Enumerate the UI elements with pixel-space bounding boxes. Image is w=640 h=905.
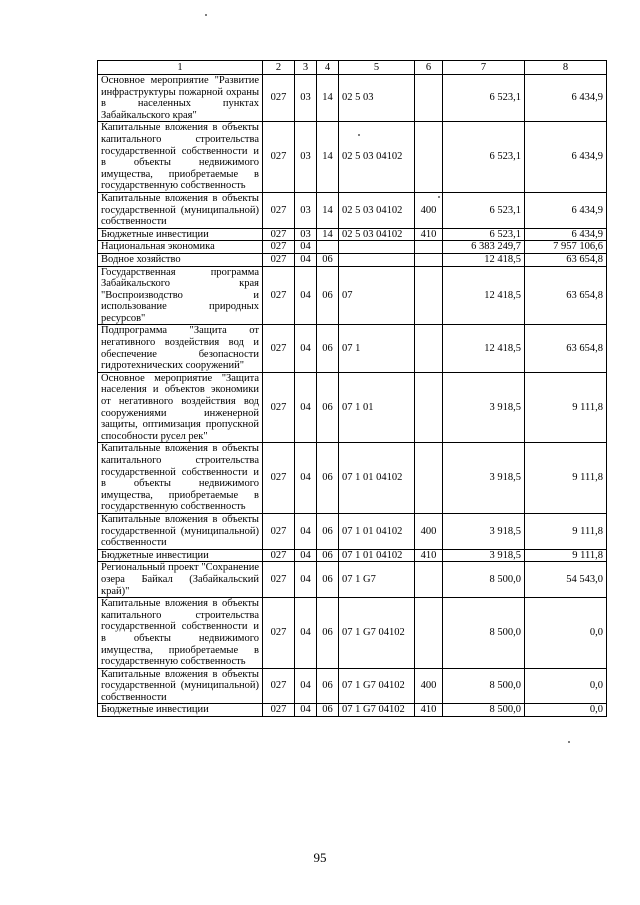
cell-target-article: 07 1 G7 04102 xyxy=(339,668,415,704)
cell-expense-type xyxy=(415,325,443,372)
cell-amount-year-1: 6 523,1 xyxy=(443,192,525,228)
table-body xyxy=(98,75,607,717)
cell-admin-code: 027 xyxy=(263,704,295,717)
cell-subsection: 14 xyxy=(317,122,339,193)
cell-subsection: 06 xyxy=(317,668,339,704)
cell-name: Подпрограмма "Защита от негативного воздействия вод и обеспечение безопасности гидротехнических сооружений" xyxy=(98,325,263,372)
table-row xyxy=(98,668,607,704)
cell-amount-year-1: 12 418,5 xyxy=(443,266,525,325)
cell-subsection: 06 xyxy=(317,562,339,598)
cell-expense-type xyxy=(415,122,443,193)
cell-name: Региональный проект "Сохранение озера Байкал (Забайкальский край)" xyxy=(98,562,263,598)
column-header: 3 xyxy=(295,61,317,75)
scan-speck xyxy=(438,196,440,198)
cell-amount-year-2: 6 434,9 xyxy=(525,228,607,241)
cell-subsection: 14 xyxy=(317,75,339,122)
cell-section: 04 xyxy=(295,668,317,704)
column-header: 2 xyxy=(263,61,295,75)
cell-section: 04 xyxy=(295,598,317,669)
cell-expense-type: 410 xyxy=(415,549,443,562)
cell-amount-year-1: 3 918,5 xyxy=(443,549,525,562)
cell-amount-year-2: 7 957 106,6 xyxy=(525,241,607,254)
cell-admin-code: 027 xyxy=(263,549,295,562)
table-row xyxy=(98,241,607,254)
cell-name: Бюджетные инвестиции xyxy=(98,549,263,562)
cell-amount-year-2: 63 654,8 xyxy=(525,253,607,266)
cell-expense-type xyxy=(415,241,443,254)
cell-subsection: 14 xyxy=(317,228,339,241)
cell-target-article: 02 5 03 04102 xyxy=(339,122,415,193)
cell-expense-type xyxy=(415,253,443,266)
cell-target-article: 07 1 01 04102 xyxy=(339,443,415,514)
cell-amount-year-1: 12 418,5 xyxy=(443,325,525,372)
cell-subsection: 06 xyxy=(317,266,339,325)
cell-target-article: 07 1 xyxy=(339,325,415,372)
cell-subsection: 06 xyxy=(317,704,339,717)
cell-amount-year-1: 6 383 249,7 xyxy=(443,241,525,254)
cell-admin-code: 027 xyxy=(263,228,295,241)
table-row xyxy=(98,704,607,717)
column-header: 8 xyxy=(525,61,607,75)
cell-admin-code: 027 xyxy=(263,75,295,122)
cell-name: Основное мероприятие "Развитие инфраструктуры пожарной охраны в населенных пунктах Забайкальского края" xyxy=(98,75,263,122)
cell-name: Капитальные вложения в объекты государственной (муниципальной) собственности xyxy=(98,668,263,704)
table-row xyxy=(98,228,607,241)
cell-target-article: 02 5 03 04102 xyxy=(339,192,415,228)
cell-amount-year-1: 8 500,0 xyxy=(443,704,525,717)
table-row xyxy=(98,192,607,228)
cell-name: Капитальные вложения в объекты капитального строительства государственной собственности и в объекты недвижимого имущества, приобретаемые в государственную собственность xyxy=(98,443,263,514)
cell-target-article: 02 5 03 xyxy=(339,75,415,122)
cell-admin-code: 027 xyxy=(263,598,295,669)
cell-section: 04 xyxy=(295,549,317,562)
cell-section: 04 xyxy=(295,266,317,325)
table-row xyxy=(98,122,607,193)
column-header: 4 xyxy=(317,61,339,75)
cell-subsection: 06 xyxy=(317,443,339,514)
cell-name: Основное мероприятие "Защита населения и объектов экономики от негативного воздействия вод сооружениями инженерной защиты, оптимизация пропускной способности русел рек" xyxy=(98,372,263,443)
cell-target-article: 02 5 03 04102 xyxy=(339,228,415,241)
cell-name: Капитальные вложения в объекты капитального строительства государственной собственности и в объекты недвижимого имущества, приобретаемые в государственную собственность xyxy=(98,122,263,193)
cell-target-article: 07 1 G7 xyxy=(339,562,415,598)
cell-target-article xyxy=(339,253,415,266)
cell-amount-year-1: 12 418,5 xyxy=(443,253,525,266)
cell-target-article: 07 xyxy=(339,266,415,325)
cell-name: Капитальные вложения в объекты государственной (муниципальной) собственности xyxy=(98,192,263,228)
cell-target-article xyxy=(339,241,415,254)
cell-subsection: 06 xyxy=(317,325,339,372)
cell-amount-year-2: 6 434,9 xyxy=(525,122,607,193)
cell-amount-year-1: 6 523,1 xyxy=(443,75,525,122)
cell-expense-type: 410 xyxy=(415,228,443,241)
cell-subsection: 06 xyxy=(317,598,339,669)
cell-amount-year-1: 8 500,0 xyxy=(443,598,525,669)
cell-section: 04 xyxy=(295,704,317,717)
cell-admin-code: 027 xyxy=(263,266,295,325)
cell-section: 04 xyxy=(295,241,317,254)
cell-amount-year-1: 8 500,0 xyxy=(443,562,525,598)
cell-admin-code: 027 xyxy=(263,372,295,443)
cell-admin-code: 027 xyxy=(263,122,295,193)
column-header: 6 xyxy=(415,61,443,75)
cell-admin-code: 027 xyxy=(263,192,295,228)
cell-subsection: 06 xyxy=(317,549,339,562)
cell-section: 03 xyxy=(295,75,317,122)
cell-section: 04 xyxy=(295,443,317,514)
cell-expense-type xyxy=(415,598,443,669)
header-row xyxy=(98,61,607,75)
cell-expense-type xyxy=(415,562,443,598)
scan-speck xyxy=(358,134,360,136)
cell-amount-year-1: 8 500,0 xyxy=(443,668,525,704)
cell-section: 04 xyxy=(295,253,317,266)
table-row xyxy=(98,443,607,514)
cell-target-article: 07 1 01 04102 xyxy=(339,549,415,562)
cell-section: 04 xyxy=(295,325,317,372)
cell-admin-code: 027 xyxy=(263,443,295,514)
cell-amount-year-2: 0,0 xyxy=(525,598,607,669)
cell-expense-type: 400 xyxy=(415,668,443,704)
cell-amount-year-2: 54 543,0 xyxy=(525,562,607,598)
scan-speck xyxy=(205,14,207,16)
cell-subsection xyxy=(317,241,339,254)
cell-subsection: 06 xyxy=(317,372,339,443)
cell-amount-year-2: 6 434,9 xyxy=(525,75,607,122)
cell-target-article: 07 1 G7 04102 xyxy=(339,704,415,717)
cell-amount-year-2: 6 434,9 xyxy=(525,192,607,228)
cell-name: Национальная экономика xyxy=(98,241,263,254)
scan-speck xyxy=(568,741,570,743)
cell-subsection: 06 xyxy=(317,253,339,266)
cell-admin-code: 027 xyxy=(263,513,295,549)
cell-admin-code: 027 xyxy=(263,253,295,266)
table-row xyxy=(98,266,607,325)
table-row xyxy=(98,513,607,549)
budget-table xyxy=(97,60,607,717)
cell-name: Государственная программа Забайкальского края "Воспроизводство и использование природных ресурсов" xyxy=(98,266,263,325)
cell-admin-code: 027 xyxy=(263,241,295,254)
cell-admin-code: 027 xyxy=(263,325,295,372)
cell-name: Капитальные вложения в объекты государственной (муниципальной) собственности xyxy=(98,513,263,549)
cell-target-article: 07 1 G7 04102 xyxy=(339,598,415,669)
cell-name: Водное хозяйство xyxy=(98,253,263,266)
cell-subsection: 06 xyxy=(317,513,339,549)
cell-expense-type xyxy=(415,75,443,122)
cell-expense-type: 410 xyxy=(415,704,443,717)
cell-amount-year-2: 63 654,8 xyxy=(525,266,607,325)
cell-amount-year-2: 0,0 xyxy=(525,704,607,717)
cell-expense-type xyxy=(415,266,443,325)
cell-amount-year-2: 9 111,8 xyxy=(525,549,607,562)
cell-name: Капитальные вложения в объекты капитального строительства государственной собственности и в объекты недвижимого имущества, приобретаемые в государственную собственность xyxy=(98,598,263,669)
cell-subsection: 14 xyxy=(317,192,339,228)
cell-target-article: 07 1 01 04102 xyxy=(339,513,415,549)
cell-amount-year-2: 9 111,8 xyxy=(525,372,607,443)
cell-amount-year-2: 0,0 xyxy=(525,668,607,704)
page-number: 95 xyxy=(313,850,327,865)
cell-section: 03 xyxy=(295,228,317,241)
table-row xyxy=(98,562,607,598)
table-row xyxy=(98,372,607,443)
column-header: 1 xyxy=(98,61,263,75)
cell-section: 04 xyxy=(295,562,317,598)
table-row xyxy=(98,549,607,562)
cell-amount-year-2: 9 111,8 xyxy=(525,443,607,514)
cell-admin-code: 027 xyxy=(263,562,295,598)
cell-section: 03 xyxy=(295,192,317,228)
cell-target-article: 07 1 01 xyxy=(339,372,415,443)
cell-name: Бюджетные инвестиции xyxy=(98,704,263,717)
table-row xyxy=(98,75,607,122)
cell-amount-year-1: 6 523,1 xyxy=(443,228,525,241)
cell-admin-code: 027 xyxy=(263,668,295,704)
cell-section: 04 xyxy=(295,372,317,443)
column-header: 5 xyxy=(339,61,415,75)
cell-amount-year-1: 3 918,5 xyxy=(443,372,525,443)
cell-expense-type xyxy=(415,443,443,514)
cell-amount-year-2: 63 654,8 xyxy=(525,325,607,372)
table-row xyxy=(98,325,607,372)
cell-expense-type: 400 xyxy=(415,192,443,228)
cell-amount-year-1: 6 523,1 xyxy=(443,122,525,193)
cell-section: 04 xyxy=(295,513,317,549)
cell-expense-type xyxy=(415,372,443,443)
cell-amount-year-1: 3 918,5 xyxy=(443,513,525,549)
cell-expense-type: 400 xyxy=(415,513,443,549)
column-header: 7 xyxy=(443,61,525,75)
cell-name: Бюджетные инвестиции xyxy=(98,228,263,241)
cell-section: 03 xyxy=(295,122,317,193)
table-row xyxy=(98,598,607,669)
cell-amount-year-2: 9 111,8 xyxy=(525,513,607,549)
cell-amount-year-1: 3 918,5 xyxy=(443,443,525,514)
table-row xyxy=(98,253,607,266)
